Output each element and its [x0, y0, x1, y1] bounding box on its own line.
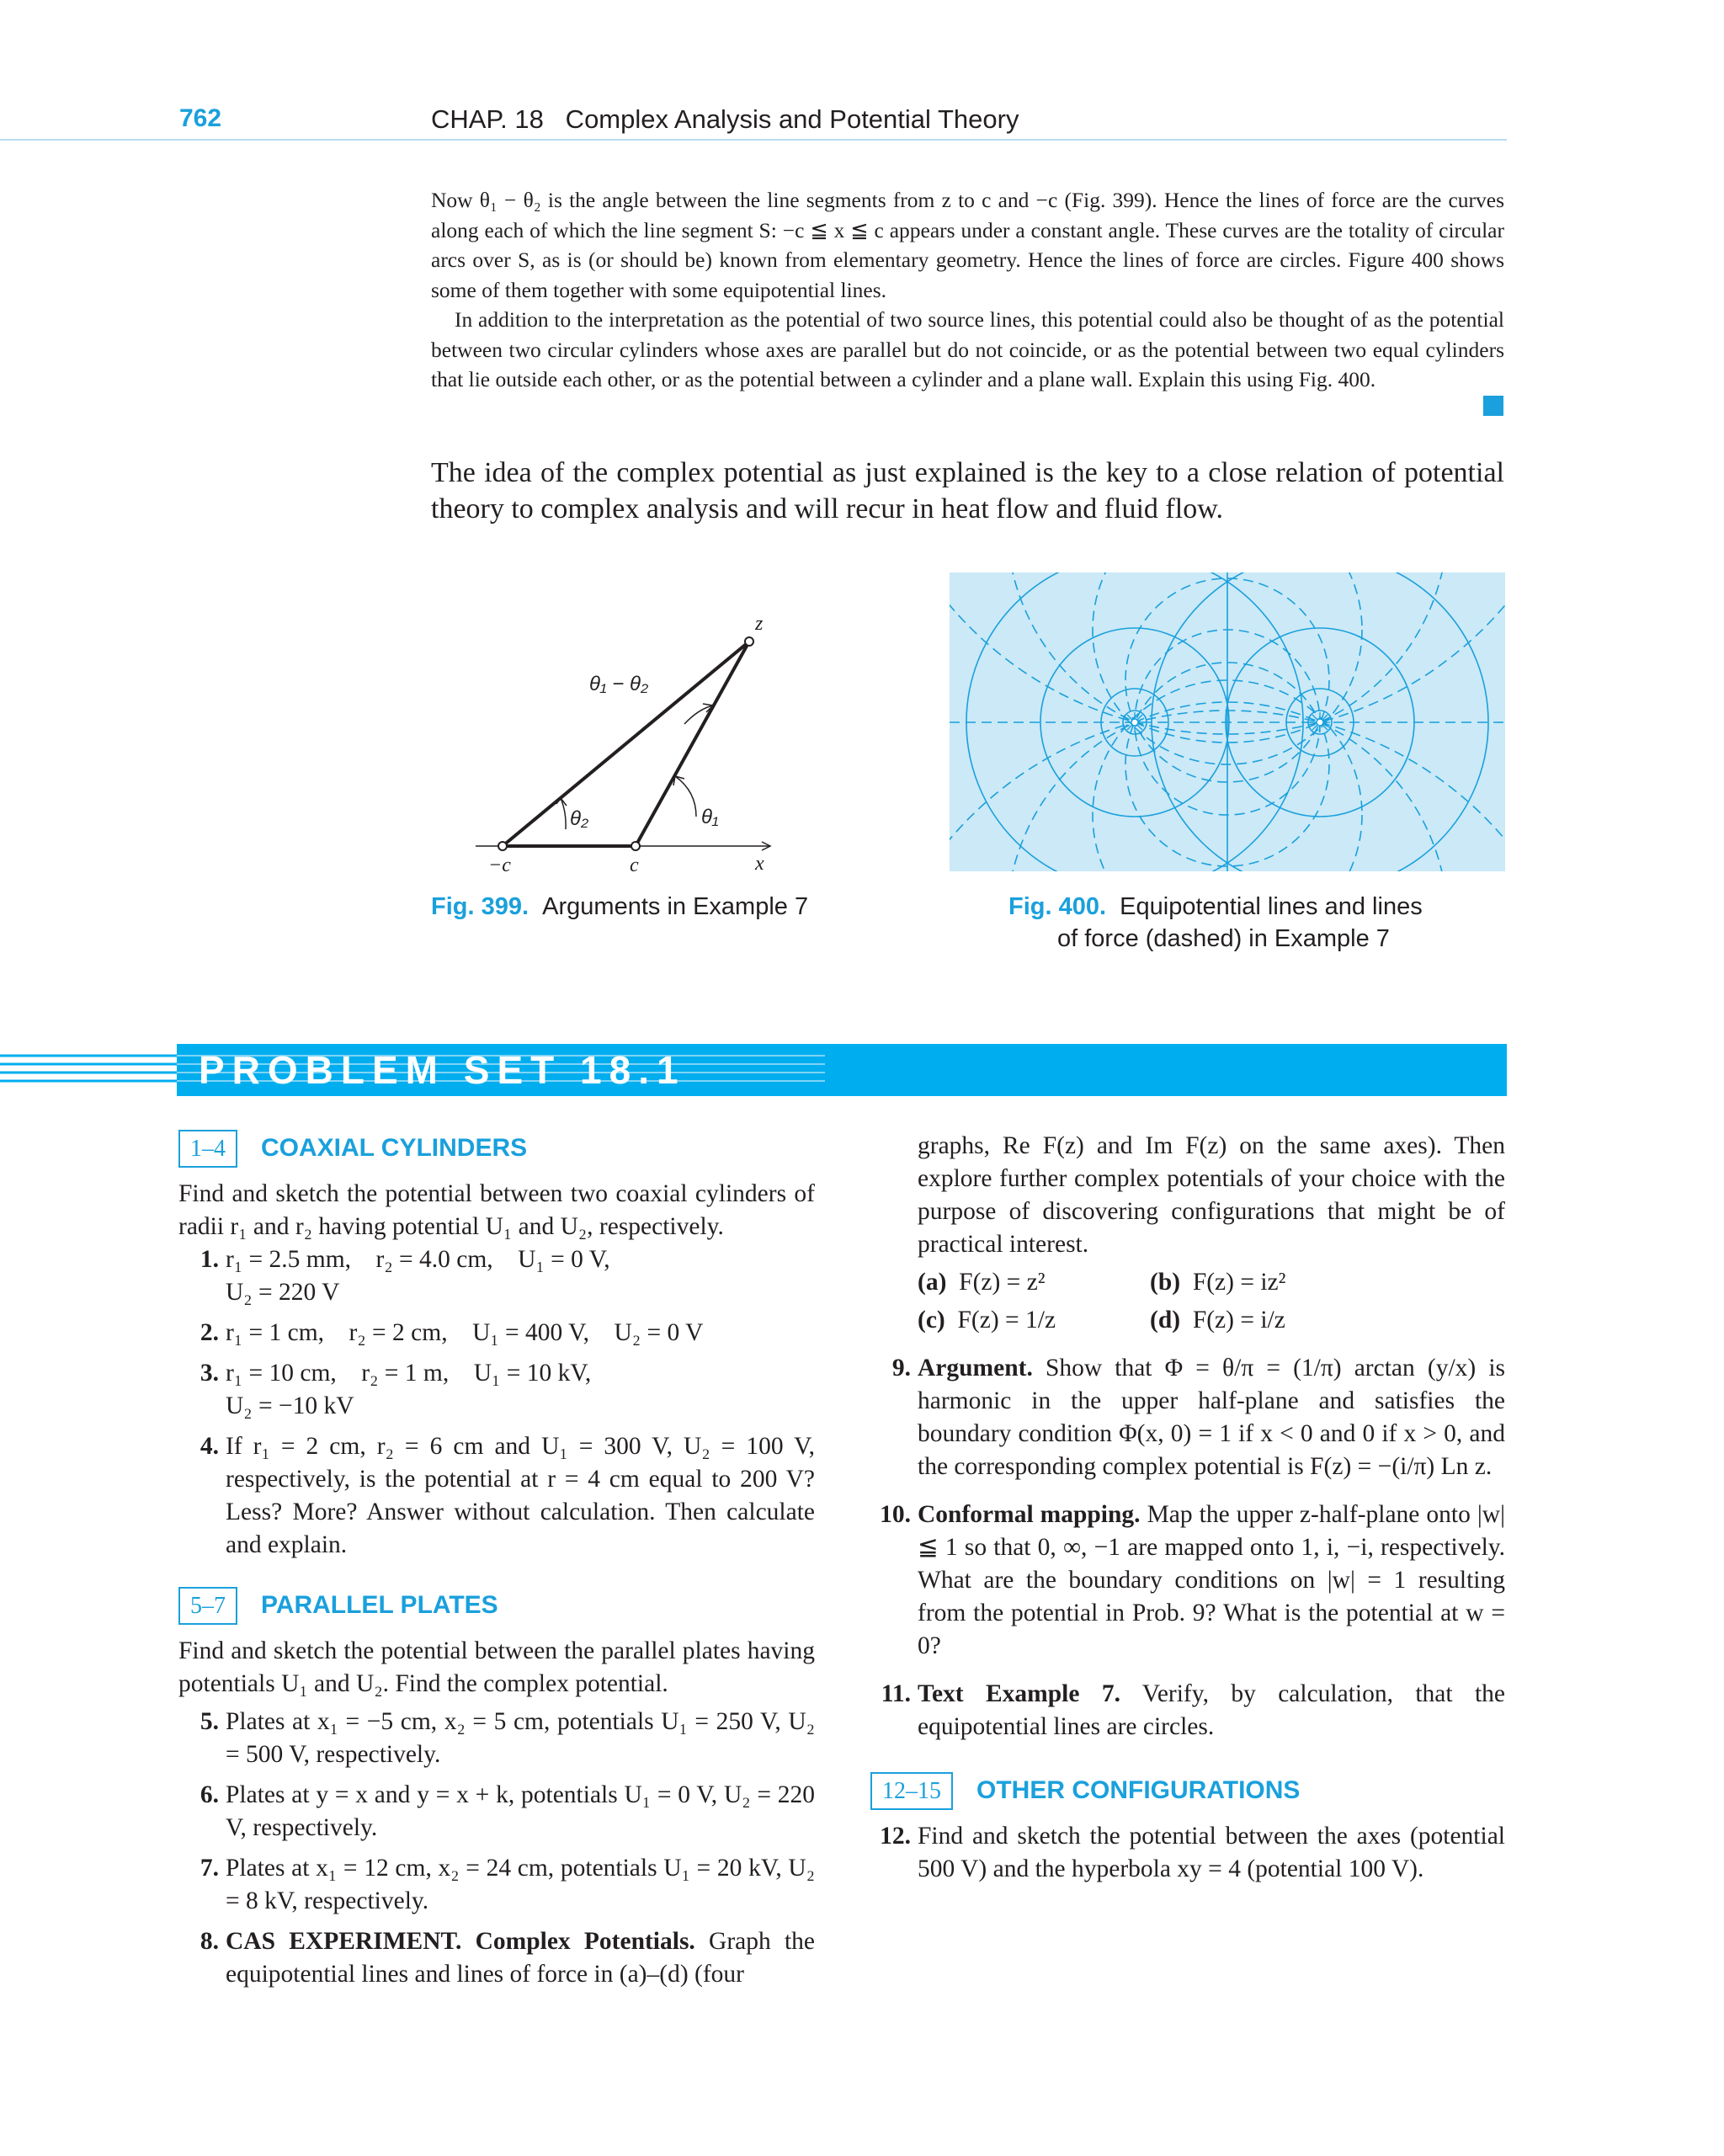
source-left	[1131, 719, 1138, 726]
right-column	[870, 1130, 1505, 1886]
problem-8-parts-cd: (c) F(z) = 1/z (d) F(z) = i/z	[918, 1307, 1285, 1334]
label-z: z	[755, 615, 764, 635]
section-title-coaxial: COAXIAL CYLINDERS	[261, 1134, 528, 1162]
fig400-caption-text-1: Equipotential lines and lines	[1120, 893, 1423, 920]
problem-7: 7. Plates at x₁ = 12 cm, x₂ = 24 cm, potentials U₁ = 20 kV, U₂ = 8 kV, respectively.	[200, 1855, 815, 1914]
line-c-to-z	[636, 641, 749, 846]
fig400-caption-label: Fig. 400.	[1008, 893, 1107, 920]
problem-8: 8. CAS EXPERIMENT. Complex Potentials. Graph the equipotential lines and lines of force in (a)–(d) (four	[200, 1928, 815, 1988]
problem-3: 3. r₁ = 10 cm, r₂ = 1 m, U₁ = 10 kV, U₂ = −10 kV	[200, 1360, 592, 1419]
problem-9: 9. Argument. Show that Φ = θ/π = (1/π) arctan (y/x) is harmonic in the upper half-plane and satisfies the boundary condition Φ(x, 0) = 1 if x < 0 and 0 if x > 0, and the corresponding complex potential is F(z) = −(i/π) Ln z.	[891, 1355, 1505, 1480]
problem-5: 5. Plates at x₁ = −5 cm, x₂ = 5 cm, potentials U₁ = 250 V, U₂ = 500 V, respectively.	[200, 1708, 815, 1768]
section-intro-parallel: Find and sketch the potential between the parallel plates having potentials U₁ and U₂. Find the complex potential.	[178, 1637, 815, 1697]
section-intro-coaxial: Find and sketch the potential between two coaxial cylinders of radii r₁ and r₂ having potential U₁ and U₂, respectively.	[178, 1180, 815, 1240]
label-theta-diff: θ₁ − θ₂	[589, 673, 649, 695]
intro-paragraph-1: Now θ₁ − θ₂ is the angle between the line segments from z to c and −c (Fig. 399). Hence the lines of force are the curves along each of which the line segment S: −c ≦ x ≦ c appears under a constant angle. These curves are the totality of circular arcs over S, as is (or should be) known from elementary geometry. Hence the lines of force are circles. Figure 400 shows some of them together with some equipotential lines.	[431, 188, 1504, 302]
section-range-12-15: 12–15	[870, 1772, 953, 1810]
arc-theta1	[675, 776, 696, 817]
problem-1: 1. r₁ = 2.5 mm, r₂ = 4.0 cm, U₁ = 0 V, U₂ = 220 V	[200, 1246, 610, 1306]
point-z	[745, 637, 753, 646]
label-c: c	[630, 854, 639, 876]
header-rule	[0, 139, 1507, 141]
source-right	[1317, 719, 1323, 726]
section-title-parallel: PARALLEL PLATES	[261, 1591, 498, 1619]
section-range-5-7: 5–7	[178, 1587, 237, 1625]
fig399-caption-label: Fig. 399.	[431, 893, 529, 920]
section-heading-parallel	[178, 1587, 815, 1625]
section-heading-other	[870, 1772, 1505, 1810]
key-paragraph: The idea of the complex potential as just explained is the key to a close relation of potential theory to complex analysis and will recur in heat flow and fluid flow.	[431, 457, 1504, 524]
point-c	[631, 842, 640, 850]
fig399-caption-text: Arguments in Example 7	[542, 893, 809, 920]
fig399-diagram	[467, 615, 787, 876]
example-text	[431, 185, 1504, 395]
problem-12: 12. Find and sketch the potential between the axes (potential 500 V) and the hyperbola xy = 4 (potential 100 V).	[880, 1823, 1505, 1882]
problem-8-continued: graphs, Re F(z) and Im F(z) on the same axes). Then explore further complex potentials of your choice with the purpose of discovering configurations that might be of practical interest.	[918, 1132, 1505, 1258]
arc-theta1-arrow	[673, 776, 684, 785]
page-number: 762	[179, 104, 222, 132]
fig400-diagram	[950, 572, 1505, 871]
problem-6: 6. Plates at y = x and y = x + k, potentials U₁ = 0 V, U₂ = 220 V, respectively.	[200, 1781, 815, 1841]
problem-8-parts-ab: (a) F(z) = z² (b) F(z) = iz²	[918, 1269, 1286, 1296]
intro-paragraph-2: In addition to the interpretation as the potential of two source lines, this potential could also be thought of as the potential between two circular cylinders whose axes are parallel but do not coincide, or as the potential between two equal cylinders that lie outside each other, or as the potential between a cylinder and a plane wall. Explain this using Fig. 400.	[431, 307, 1504, 391]
section-heading-coaxial	[178, 1130, 815, 1168]
end-of-example-square	[1483, 396, 1503, 416]
point-minus-c	[498, 842, 507, 850]
section-range-1-4: 1–4	[178, 1130, 237, 1168]
label-theta2: θ₂	[570, 807, 589, 830]
label-x: x	[755, 853, 764, 875]
left-column	[178, 1130, 815, 1991]
problem-4: 4. If r₁ = 2 cm, r₂ = 6 cm and U₁ = 300 V, U₂ = 100 V, respectively, is the potential at r = 4 cm equal to 200 V? Less? More? Answer without calculation. Then calculate and explain.	[200, 1433, 815, 1558]
fig400-caption	[1008, 891, 1530, 955]
problem-11: 11. Text Example 7. Verify, by calculation, that the equipotential lines are circles.	[881, 1680, 1505, 1740]
fig399-caption	[431, 891, 808, 923]
running-header: CHAP. 18 Complex Analysis and Potential Theory	[431, 104, 1019, 134]
problem-set-title: PROBLEM SET 18.1	[199, 1048, 686, 1092]
section-title-other: OTHER CONFIGURATIONS	[976, 1776, 1301, 1804]
problem-2: 2. r₁ = 1 cm, r₂ = 2 cm, U₁ = 400 V, U₂ = 0 V	[200, 1319, 704, 1346]
problem-10: 10. Conformal mapping. Map the upper z-half-plane onto |w| ≦ 1 so that 0, ∞, −1 are mapped onto 1, i, −i, respectively. What are the boundary conditions on |w| = 1 resulting from the potential in Prob. 9? What is the potential at w = 0?	[880, 1501, 1505, 1659]
fig400-caption-text-2: of force (dashed) in Example 7	[1057, 925, 1390, 952]
label-minus-c: −c	[488, 854, 511, 876]
label-theta1: θ₁	[701, 806, 719, 828]
